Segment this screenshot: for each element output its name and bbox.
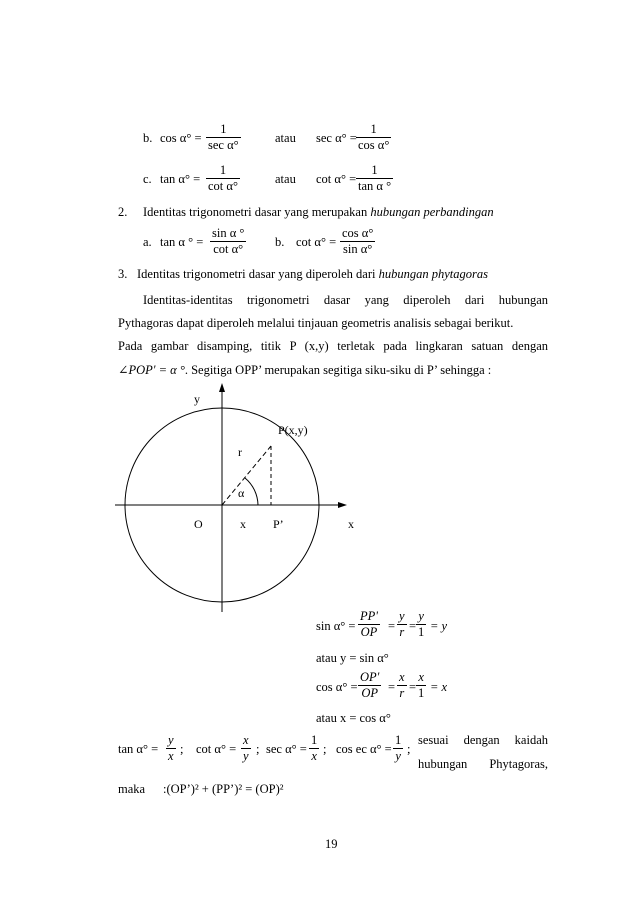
csc-num: 1 bbox=[395, 733, 402, 747]
tan-num: y bbox=[168, 733, 174, 747]
ratio-a-label: a. bbox=[143, 235, 152, 249]
row-b-lhs: cos α° = bbox=[160, 131, 202, 145]
cos-frac1 bbox=[358, 670, 381, 701]
ratio-b-num: cos α° bbox=[342, 226, 374, 240]
row-c-rden: tan α ° bbox=[358, 179, 392, 193]
cot-lhs: cot α° = bbox=[196, 742, 237, 756]
sec-lhs: sec α° = bbox=[266, 742, 307, 756]
angle-expression: ∠POP' = α ° bbox=[118, 363, 185, 377]
row-c-atau: atau bbox=[275, 172, 296, 186]
fig-x-axis-label: x bbox=[348, 517, 354, 531]
fig-o-label: O bbox=[194, 517, 203, 531]
sec-frac bbox=[309, 733, 319, 764]
cos-frac2 bbox=[397, 670, 407, 701]
tail-line1: sesuai dengan kaidah bbox=[418, 733, 548, 747]
sec-num: 1 bbox=[311, 733, 318, 747]
item3-text: Identitas trigonometri dasar yang diperoleh dari bbox=[137, 267, 376, 281]
sep2: ; bbox=[256, 742, 260, 756]
row-b-den: sec α° bbox=[208, 138, 239, 152]
tan-frac bbox=[166, 733, 176, 764]
cos-f3-num: x bbox=[418, 670, 424, 684]
sin-lhs: sin α° = bbox=[316, 619, 356, 633]
sin-frac1 bbox=[358, 609, 380, 640]
sin-f3-den: 1 bbox=[418, 625, 425, 639]
sin-f1-den: OP bbox=[358, 624, 380, 640]
cos-f2-num: x bbox=[399, 670, 405, 684]
ratio-a-lhs: tan α ° = bbox=[160, 235, 204, 249]
item3-number: 3. bbox=[118, 267, 128, 281]
cot-frac bbox=[241, 733, 251, 764]
cos-f1-num: OP' bbox=[360, 670, 380, 684]
fig-y-label: y bbox=[194, 392, 200, 406]
item2-number: 2. bbox=[118, 205, 128, 219]
cos-lhs: cos α° = bbox=[316, 680, 358, 694]
sin-atau: atau y = sin α° bbox=[316, 651, 389, 665]
sin-f2-den: r bbox=[397, 624, 407, 640]
row-b-rnum: 1 bbox=[370, 122, 377, 136]
fig-pp-label: P’ bbox=[273, 517, 284, 531]
fig-r-label: r bbox=[238, 445, 242, 459]
cos-rhs: = x bbox=[430, 680, 448, 694]
fig-x-label: x bbox=[240, 517, 246, 531]
cos-eq2: = bbox=[409, 680, 417, 694]
maka-label: maka bbox=[118, 782, 146, 796]
sin-rhs: = y bbox=[430, 619, 448, 633]
row-c-rnum: 1 bbox=[371, 163, 378, 177]
page-number: 19 bbox=[325, 837, 338, 851]
sin-eq1: = bbox=[388, 619, 396, 633]
item2-text: Identitas trigonometri dasar yang merupakan bbox=[143, 205, 368, 219]
para-line4-text: . Segitiga OPP’ merupakan segitiga siku-siku di P’ sehingga : bbox=[184, 363, 492, 377]
row-c-den: cot α° bbox=[208, 179, 238, 193]
ratio-a-den: cot α° bbox=[210, 241, 246, 257]
sin-frac3 bbox=[416, 609, 426, 640]
cos-f3-den: 1 bbox=[418, 686, 425, 700]
para-line2: Pythagoras dapat diperoleh melalui tinjauan geometris analisis sebagai berikut. bbox=[118, 316, 514, 330]
ratio-b-label: b. bbox=[275, 235, 285, 249]
x-axis-arrow bbox=[338, 502, 347, 508]
row-b-atau: atau bbox=[275, 131, 296, 145]
csc-frac bbox=[393, 733, 403, 764]
cos-f1-den: OP bbox=[358, 685, 381, 701]
maka-equation: :(OP’)² + (PP’)² = (OP)² bbox=[163, 782, 284, 796]
para-line1: Identitas-identitas trigonometri dasar yang diperoleh dari hubungan bbox=[143, 293, 548, 307]
cos-atau: atau x = cos α° bbox=[316, 711, 391, 725]
cos-frac3 bbox=[416, 670, 426, 701]
cos-eq1: = bbox=[388, 680, 396, 694]
row-b-rden: cos α° bbox=[358, 138, 390, 152]
item3-emph: hubungan phytagoras bbox=[378, 267, 488, 281]
ratio-b-den: sin α° bbox=[340, 241, 375, 257]
cot-den: y bbox=[243, 749, 249, 763]
sep3: ; bbox=[323, 742, 327, 756]
csc-den: y bbox=[393, 748, 403, 764]
sin-frac2 bbox=[397, 609, 407, 640]
fig-alpha-label: α bbox=[238, 486, 245, 500]
row-c-label: c. bbox=[143, 172, 152, 186]
tan-den: x bbox=[168, 749, 174, 763]
row-c-num: 1 bbox=[219, 163, 227, 177]
cot-num: x bbox=[243, 733, 249, 747]
csc-lhs: cos ec α° = bbox=[336, 742, 392, 756]
sep4: ; bbox=[407, 742, 411, 756]
row-c-lhs: tan α° = bbox=[160, 172, 201, 186]
sec-den: x bbox=[309, 748, 319, 764]
ratio-a-num: sin α ° bbox=[212, 226, 245, 240]
sep1: ; bbox=[180, 742, 184, 756]
row-b-rhs: sec α° = bbox=[316, 131, 357, 145]
sin-f1-num: PP' bbox=[360, 609, 378, 623]
item2-emph: hubungan perbandingan bbox=[370, 205, 494, 219]
sin-f3-num: y bbox=[418, 609, 424, 623]
tail-line2: hubungan Phytagoras, bbox=[418, 757, 548, 771]
fig-p-label: P(x,y) bbox=[278, 423, 308, 437]
sin-eq2: = bbox=[409, 619, 417, 633]
y-axis-arrow bbox=[219, 383, 225, 392]
row-c-rhs: cot α° = bbox=[316, 172, 357, 186]
tan-lhs: tan α° = bbox=[118, 742, 159, 756]
cos-f2-den: r bbox=[397, 685, 407, 701]
ratio-b-lhs: cot α° = bbox=[296, 235, 337, 249]
para-line3: Pada gambar disamping, titik P (x,y) terletak pada lingkaran satuan dengan bbox=[118, 339, 548, 353]
row-b-label: b. bbox=[143, 131, 153, 145]
row-b-num: 1 bbox=[220, 122, 227, 136]
sin-f2-num: y bbox=[399, 609, 405, 623]
radius-line bbox=[222, 446, 271, 505]
angle-arc bbox=[245, 478, 258, 505]
